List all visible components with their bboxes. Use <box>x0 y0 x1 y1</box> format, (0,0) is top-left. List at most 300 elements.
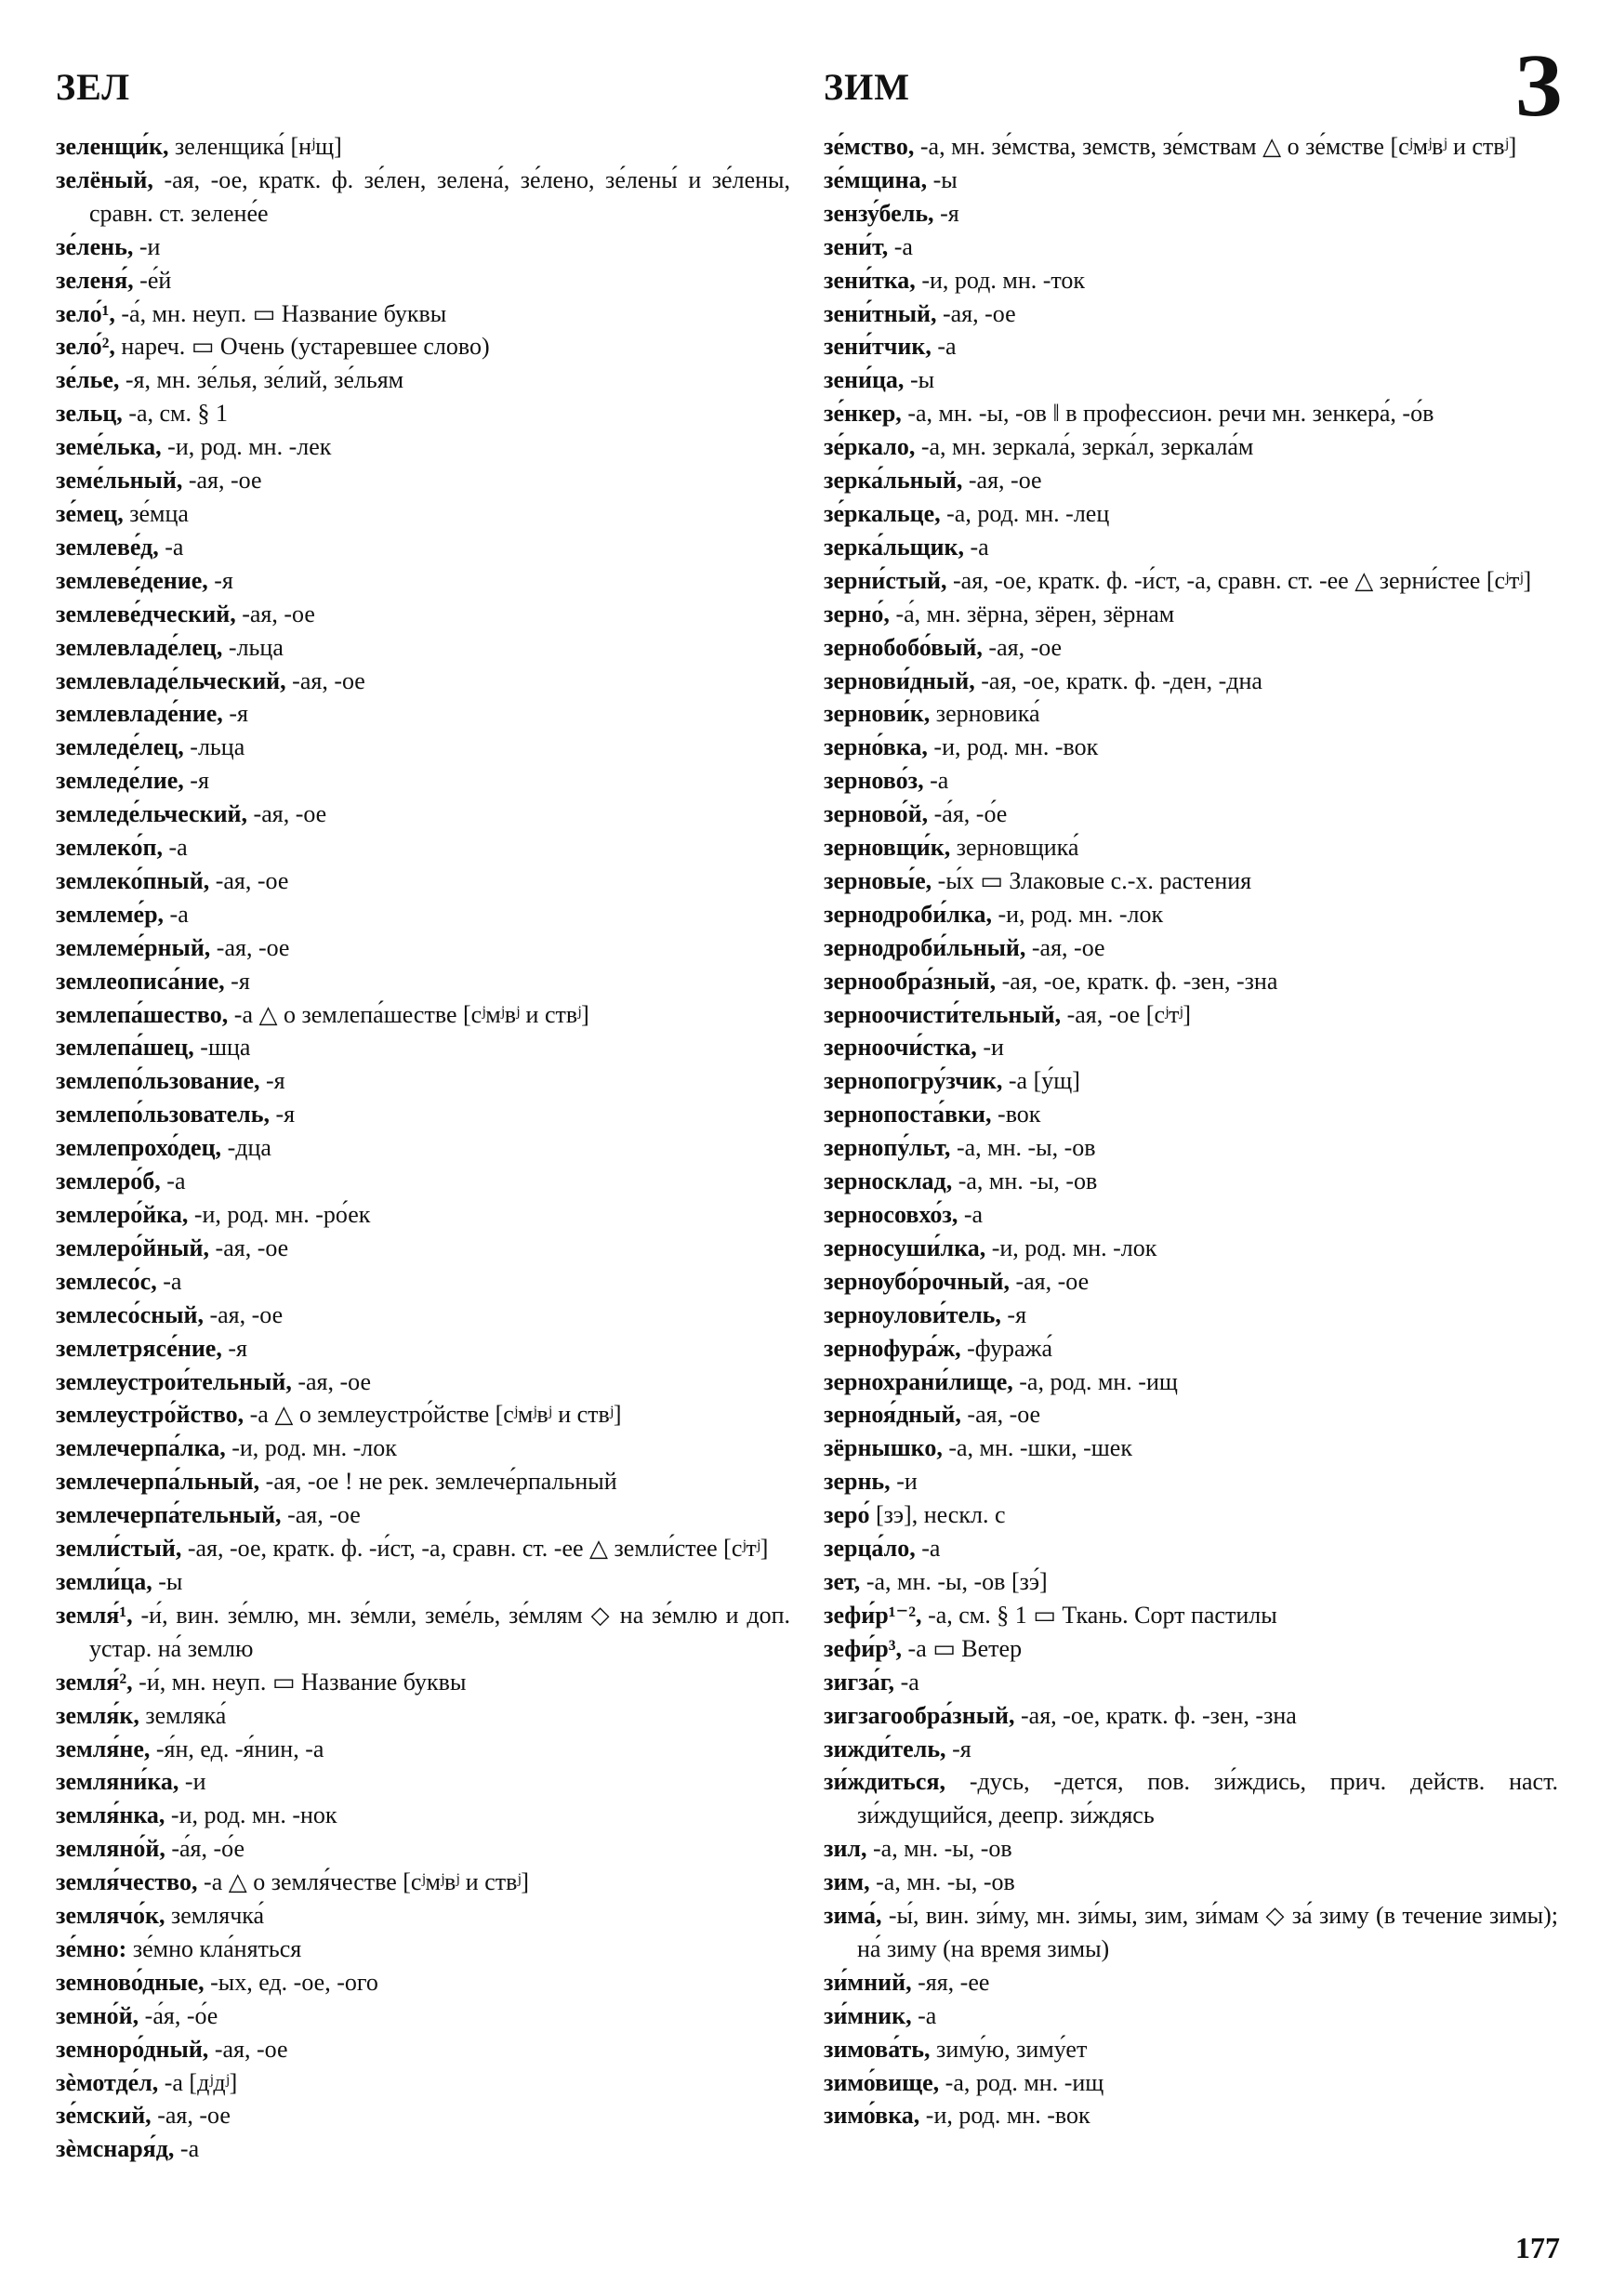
dictionary-entry <box>56 1866 790 1899</box>
entry-definition: -ая, -ое ! не рек. землече́рпальный <box>259 1468 617 1496</box>
entry-definition: [зэ], нескл. с <box>869 1501 1006 1529</box>
dictionary-entry <box>824 2033 1558 2066</box>
entry-headword: зерноочи́стка, <box>824 1034 977 1062</box>
entry-definition: -и́, мн. неуп. ▭ Название буквы <box>132 1668 467 1696</box>
entry-definition: -ая, -ое, кратк. ф. -зен, -зна <box>1014 1701 1297 1729</box>
entry-headword: зени́тка, <box>824 266 916 294</box>
entry-definition: -ая, -ое <box>151 2102 231 2130</box>
dictionary-entry <box>56 297 790 331</box>
entry-headword: землесо́сный, <box>56 1300 204 1328</box>
dictionary-entry <box>824 2099 1558 2132</box>
entry-headword: зерни́стый, <box>824 566 947 594</box>
entry-headword: земледе́лие, <box>56 767 184 795</box>
dictionary-entry <box>824 1899 1558 1966</box>
entry-headword: зерноубо́рочный, <box>824 1267 1010 1295</box>
entry-definition: зиму́ю, зиму́ет <box>930 2035 1088 2063</box>
entry-headword: зернодроби́льный, <box>824 933 1026 961</box>
entry-headword: зернодроби́лка, <box>824 900 992 928</box>
dictionary-entry <box>824 1666 1558 1699</box>
entry-definition: -я <box>221 1334 247 1362</box>
dictionary-entry <box>56 464 790 497</box>
left-running-head: ЗЕЛ <box>56 66 131 108</box>
dictionary-entry <box>56 665 790 698</box>
entry-definition: -ая, -ое, кратк. ф. -ден, -дна <box>974 666 1262 694</box>
entry-definition: земляка́ <box>139 1701 227 1729</box>
entry-definition: -а <box>911 2001 937 2029</box>
entry-definition: зе́мца <box>123 499 189 527</box>
entry-definition: зеленщика́ [нʲщ] <box>168 133 342 160</box>
entry-definition: -а <box>964 533 989 561</box>
entry-headword: землеме́рный, <box>56 933 211 961</box>
dictionary-entry <box>56 430 790 464</box>
entry-definition: -а △ о землепа́шестве [сʲмʲвʲ и ствʲ] <box>228 1000 589 1028</box>
dictionary-entry <box>56 1465 790 1498</box>
entry-definition: -а, см. § 1 <box>122 400 229 428</box>
dictionary-entry <box>824 665 1558 698</box>
left-column <box>56 130 790 2166</box>
entry-headword: землевладе́ние, <box>56 700 223 728</box>
dictionary-entry <box>824 1866 1558 1899</box>
entry-definition: -ая, -ое <box>936 299 1016 327</box>
entry-definition: -я <box>222 700 248 728</box>
dictionary-entry <box>56 164 790 231</box>
entry-headword: зерновы́е, <box>824 866 932 894</box>
entry-definition: -а́я, -о́е <box>165 1835 244 1863</box>
dictionary-entry <box>56 1398 790 1432</box>
entry-headword: земново́дные, <box>56 1968 205 1996</box>
entry-headword: земля́не, <box>56 1735 151 1762</box>
dictionary-entry <box>824 1599 1558 1632</box>
dictionary-entry <box>824 1165 1558 1198</box>
entry-headword: зернопогру́зчик, <box>824 1067 1003 1095</box>
entry-headword: зерноя́дный, <box>824 1401 961 1429</box>
entry-headword: земе́лька, <box>56 433 162 461</box>
dictionary-entry <box>824 764 1558 798</box>
entry-definition: -а <box>164 900 189 928</box>
entry-headword: землечерпа́тельный, <box>56 1501 282 1529</box>
dictionary-entry <box>824 231 1558 264</box>
entry-definition: -и, род. мн. -ток <box>915 266 1086 294</box>
entry-definition: -и <box>133 232 161 260</box>
entry-headword: зени́ца, <box>824 366 905 394</box>
dictionary-entry <box>824 363 1558 397</box>
entry-definition: -ая, -ое <box>203 1300 284 1328</box>
dictionary-entry <box>824 564 1558 598</box>
dictionary-entry <box>824 1198 1558 1232</box>
dictionary-entry <box>56 564 790 598</box>
entry-headword: землеме́р, <box>56 900 165 928</box>
dictionary-entry <box>824 998 1558 1032</box>
dictionary-entry <box>824 598 1558 631</box>
dictionary-entry <box>824 898 1558 931</box>
dictionary-entry <box>56 1332 790 1366</box>
entry-headword: зерка́льный, <box>824 467 963 495</box>
dictionary-entry <box>824 1999 1558 2033</box>
entry-headword: земли́ца, <box>56 1567 152 1595</box>
dictionary-entry <box>56 631 790 665</box>
entry-definition: -а <box>160 1168 186 1195</box>
dictionary-entry <box>824 1366 1558 1399</box>
entry-headword: землечерпа́льный, <box>56 1468 260 1496</box>
dictionary-entry <box>56 931 790 965</box>
entry-definition: -а, мн. -ы, -ов <box>952 1168 1098 1195</box>
entry-headword: земля́¹, <box>56 1601 133 1629</box>
dictionary-entry <box>824 731 1558 764</box>
entry-headword: землевладе́лец, <box>56 633 223 661</box>
entry-definition: -ы <box>927 165 958 193</box>
entry-headword: зени́тный, <box>824 299 937 327</box>
entry-definition: -и, род. мн. -лок <box>991 900 1164 928</box>
dictionary-entry <box>56 1699 790 1733</box>
entry-definition: -я, мн. зе́лья, зе́лий, зе́льям <box>119 366 404 394</box>
entry-headword: зи́мний, <box>824 1968 912 1996</box>
dictionary-entry <box>56 1532 790 1565</box>
dictionary-entry <box>824 2066 1558 2100</box>
dictionary-entry <box>56 1832 790 1866</box>
dictionary-entry <box>56 598 790 631</box>
entry-headword: землесо́с, <box>56 1267 157 1295</box>
entry-headword: зе́мский, <box>56 2102 152 2130</box>
dictionary-entry <box>824 1299 1558 1332</box>
dictionary-entry <box>56 1299 790 1332</box>
entry-headword: зеро́ <box>824 1501 870 1529</box>
entry-headword: зефи́р¹⁻², <box>824 1601 922 1629</box>
entry-definition: -ая, -ое <box>209 866 289 894</box>
entry-headword: землепо́льзование, <box>56 1067 260 1095</box>
entry-definition: -а [у́щ] <box>1002 1067 1080 1095</box>
dictionary-entry <box>56 965 790 998</box>
right-column <box>824 130 1558 2132</box>
dictionary-entry <box>56 798 790 831</box>
entry-headword: землеко́п, <box>56 834 163 862</box>
entry-definition: -а, мн. -ы, -ов [зэ́] <box>860 1567 1048 1595</box>
dictionary-entry <box>56 2132 790 2166</box>
entry-definition: -и, род. мн. -лок <box>985 1234 1157 1261</box>
entry-headword: зерноулови́тель, <box>824 1300 1001 1328</box>
entry-definition: -а [дʲдʲ] <box>158 2068 238 2096</box>
dictionary-entry <box>56 2033 790 2066</box>
entry-headword: землеко́пный, <box>56 866 210 894</box>
entry-headword: земледе́лец, <box>56 733 184 761</box>
entry-definition: -а △ о землеустро́йстве [сʲмʲвʲ и ствʲ] <box>244 1401 622 1429</box>
dictionary-entry <box>824 1498 1558 1532</box>
entry-definition: зерновщика́ <box>950 834 1079 862</box>
entry-headword: зелёный, <box>56 165 153 193</box>
dictionary-entry <box>56 998 790 1032</box>
entry-definition: -ая, -ое <box>182 467 262 495</box>
dictionary-entry <box>824 497 1558 531</box>
entry-definition: -а, мн. -ы, -ов ‖ в профессион. речи мн. зенкера́, -о́в <box>901 400 1434 428</box>
dictionary-entry <box>824 1332 1558 1366</box>
entry-headword: земляно́й, <box>56 1835 165 1863</box>
dictionary-entry <box>824 164 1558 197</box>
dictionary-entry <box>824 1098 1558 1131</box>
entry-definition: -и <box>976 1034 1004 1062</box>
entry-headword: зѐмотде́л, <box>56 2068 159 2096</box>
dictionary-entry <box>56 1432 790 1465</box>
entry-headword: земледе́льческий, <box>56 800 248 828</box>
dictionary-entry <box>56 2066 790 2100</box>
entry-definition: -я <box>207 566 233 594</box>
entry-definition: -а, род. мн. -лец <box>940 499 1110 527</box>
entry-headword: зерноочисти́тельный, <box>824 1000 1062 1028</box>
entry-definition: -я <box>259 1067 285 1095</box>
entry-definition: -ая, -ое <box>291 1367 372 1395</box>
entry-definition: -и, род. мн. -лек <box>161 433 332 461</box>
entry-headword: землечерпа́лка, <box>56 1434 226 1462</box>
dictionary-entry <box>824 397 1558 430</box>
entry-definition: -льца <box>222 633 284 661</box>
entry-definition: -ая, -ое <box>960 1401 1041 1429</box>
dictionary-entry <box>56 1565 790 1599</box>
dictionary-entry <box>824 1432 1558 1465</box>
dictionary-entry <box>824 1765 1558 1832</box>
entry-definition: -и <box>178 1768 206 1796</box>
dictionary-entry <box>56 1232 790 1265</box>
entry-headword: зим, <box>824 1868 870 1896</box>
entry-headword: земляни́ка, <box>56 1768 179 1796</box>
dictionary-entry <box>824 1632 1558 1666</box>
entry-definition: -ая, -ое <box>1009 1267 1090 1295</box>
entry-headword: землевладе́льческий, <box>56 666 286 694</box>
entry-definition: -ая, -ое, кратк. ф. -зен, -зна <box>996 967 1278 995</box>
entry-definition: -и, род. мн. -вок <box>927 733 1099 761</box>
entry-headword: зерносклад, <box>824 1168 953 1195</box>
entry-headword: зеленя́, <box>56 266 134 294</box>
dictionary-entry <box>56 1933 790 1966</box>
entry-definition: -а <box>162 834 188 862</box>
dictionary-entry <box>824 1265 1558 1299</box>
entry-definition: -а, род. мн. -ищ <box>939 2068 1104 2096</box>
entry-headword: землепрохо́дец, <box>56 1134 222 1162</box>
dictionary-entry <box>56 1098 790 1131</box>
dictionary-entry <box>56 1966 790 1999</box>
dictionary-entry <box>56 1599 790 1666</box>
dictionary-entry <box>56 531 790 564</box>
entry-definition: -вок <box>991 1101 1041 1128</box>
entry-definition: -ы <box>904 366 935 394</box>
entry-headword: землячо́к, <box>56 1902 165 1930</box>
entry-definition: -я <box>933 199 959 227</box>
dictionary-entry <box>824 197 1558 231</box>
entry-headword: зерно́вка, <box>824 733 928 761</box>
entry-headword: земля́², <box>56 1668 133 1696</box>
entry-definition: -ая, -ое <box>1025 933 1105 961</box>
entry-headword: землетрясе́ние, <box>56 1334 222 1362</box>
entry-headword: зима́, <box>824 1902 882 1930</box>
entry-definition: землячка́ <box>165 1902 265 1930</box>
dictionary-entry <box>824 1532 1558 1565</box>
entry-headword: землепа́шество, <box>56 1000 229 1028</box>
entry-headword: земно́й, <box>56 2001 139 2029</box>
entry-headword: зѐмснаря́д, <box>56 2135 175 2163</box>
entry-headword: зерново́й, <box>824 800 929 828</box>
dictionary-entry <box>824 297 1558 331</box>
entry-definition: -и, род. мн. -ро́ек <box>188 1201 371 1228</box>
entry-headword: зе́ркало, <box>824 433 916 461</box>
entry-headword: зижди́тель, <box>824 1735 946 1762</box>
entry-headword: землеве́дение, <box>56 566 208 594</box>
dictionary-entry <box>56 1131 790 1165</box>
entry-headword: зерно́, <box>824 600 890 627</box>
entry-definition: -а <box>931 333 957 361</box>
entry-headword: зерново́з, <box>824 767 924 795</box>
entry-definition: -а <box>158 533 184 561</box>
dictionary-entry <box>824 1565 1558 1599</box>
dictionary-entry <box>56 397 790 430</box>
section-letter: З <box>1514 35 1562 135</box>
entry-definition: -ая, -ое <box>247 800 327 828</box>
entry-headword: зе́мец, <box>56 499 124 527</box>
entry-definition: -ы́, вин. зи́му, мн. зи́мы, зим, зи́мам ◇ за́ зиму (в течение зимы); на́ зиму (на время зимы) <box>857 1902 1558 1962</box>
dictionary-entry <box>56 731 790 764</box>
entry-headword: зело́¹, <box>56 299 115 327</box>
dictionary-entry <box>56 1031 790 1064</box>
entry-definition: -а <box>915 1535 941 1563</box>
entry-headword: землеустро́йство, <box>56 1401 244 1429</box>
dictionary-entry <box>56 1498 790 1532</box>
entry-definition: -я <box>945 1735 971 1762</box>
dictionary-entry <box>824 931 1558 965</box>
entry-definition: -яя, -ее <box>911 1968 990 1996</box>
dictionary-entry <box>56 864 790 898</box>
entry-definition: -и, род. мн. -вок <box>919 2102 1090 2130</box>
dictionary-entry <box>824 864 1558 898</box>
entry-headword: зе́мщина, <box>824 165 928 193</box>
entry-definition: -а́я, -о́е <box>139 2001 218 2029</box>
entry-headword: зерносовхо́з, <box>824 1201 958 1228</box>
entry-definition: -а, см. § 1 ▭ Ткань. Сорт пастилы <box>921 1601 1277 1629</box>
entry-definition: -ых, ед. -ое, -ого <box>204 1968 378 1996</box>
entry-headword: зе́лье, <box>56 366 120 394</box>
entry-definition: -и <box>890 1468 918 1496</box>
dictionary-entry <box>824 1398 1558 1432</box>
entry-definition: зе́мно кла́няться <box>126 1934 302 1962</box>
entry-headword: земноро́дный, <box>56 2035 209 2063</box>
entry-headword: землеве́дческий, <box>56 600 236 627</box>
entry-definition: -ая, -ое, кратк. ф. -и́ст, -а, сравн. ст. -ее △ земли́стее [сʲтʲ] <box>181 1535 769 1563</box>
entry-headword: зигзагообра́зный, <box>824 1701 1015 1729</box>
entry-definition: -а, мн. зеркала́, зерка́л, зеркала́м <box>915 433 1254 461</box>
entry-headword: зернофура́ж, <box>824 1334 961 1362</box>
dictionary-entry <box>824 464 1558 497</box>
entry-definition: -ая, -ое <box>962 467 1042 495</box>
entry-definition: -я <box>1000 1300 1027 1328</box>
entry-headword: зи́мник, <box>824 2001 912 2029</box>
dictionary-entry <box>56 363 790 397</box>
entry-definition: -я́н, ед. -я́нин, -а <box>150 1735 324 1762</box>
dictionary-entry <box>824 1966 1558 1999</box>
entry-headword: зени́тчик, <box>824 333 932 361</box>
dictionary-entry <box>824 264 1558 297</box>
entry-definition: -я <box>183 767 209 795</box>
entry-definition: зерновика́ <box>930 700 1040 728</box>
entry-definition: -а <box>156 1267 182 1295</box>
entry-headword: зе́нкер, <box>824 400 902 428</box>
entry-definition: -а, род. мн. -ищ <box>1012 1367 1178 1395</box>
dictionary-entry <box>56 1265 790 1299</box>
dictionary-entry <box>824 798 1558 831</box>
dictionary-entry <box>56 1799 790 1832</box>
entry-headword: зи́ждиться, <box>824 1768 946 1796</box>
dictionary-entry <box>824 430 1558 464</box>
entry-definition: -а, мн. зе́мства, земств, зе́мствам △ о зе́мстве [сʲмʲвʲ и ствʲ] <box>914 133 1517 160</box>
entry-headword: земли́стый, <box>56 1535 182 1563</box>
entry-headword: зернопу́льт, <box>824 1134 951 1162</box>
entry-definition: -ы́х ▭ Злаковые с.-х. растения <box>932 866 1252 894</box>
entry-definition: -я <box>224 967 250 995</box>
dictionary-entry <box>824 965 1558 998</box>
entry-headword: землеве́д, <box>56 533 159 561</box>
entry-headword: зимова́ть, <box>824 2035 931 2063</box>
entry-headword: зернь, <box>824 1468 891 1496</box>
entry-headword: земе́льный, <box>56 467 183 495</box>
entry-headword: зефи́р³, <box>824 1634 903 1662</box>
entry-definition: -а, мн. -ы, -ов <box>866 1835 1012 1863</box>
entry-headword: землеро́йный, <box>56 1234 210 1261</box>
entry-headword: зеленщи́к, <box>56 133 169 160</box>
entry-definition: -а <box>888 232 913 260</box>
entry-headword: зело́², <box>56 333 115 361</box>
entry-headword: зёрнышко, <box>824 1434 943 1462</box>
entry-definition: -ая, -ое, кратк. ф. -и́ст, -а, сравн. ст. -ее △ зерни́стее [сʲтʲ] <box>946 566 1532 594</box>
dictionary-entry <box>56 497 790 531</box>
entry-headword: зерновщи́к, <box>824 834 951 862</box>
entry-definition: -фуража́ <box>960 1334 1052 1362</box>
entry-definition: -ы <box>152 1567 183 1595</box>
entry-headword: землеописа́ние, <box>56 967 225 995</box>
entry-headword: земля́чество, <box>56 1868 198 1896</box>
entry-headword: землепа́шец, <box>56 1034 194 1062</box>
entry-definition: -а́, мн. зёрна, зёрен, зёрнам <box>889 600 1175 627</box>
dictionary-entry <box>56 130 790 164</box>
entry-definition: -я <box>269 1101 296 1128</box>
entry-definition: -а <box>958 1201 984 1228</box>
entry-definition: -и, род. мн. -лок <box>225 1434 397 1462</box>
dictionary-entry <box>56 1366 790 1399</box>
dictionary-entry <box>56 697 790 731</box>
dictionary-entry <box>56 1165 790 1198</box>
entry-headword: зернообра́зный, <box>824 967 997 995</box>
page-number: 177 <box>1515 2231 1560 2264</box>
entry-headword: зерца́ло, <box>824 1535 916 1563</box>
dictionary-entry <box>56 231 790 264</box>
entry-definition: -и́, вин. зе́млю, мн. зе́мли, земе́ль, зе́млям ◇ на зе́млю и доп. устар. на́ землю <box>89 1601 790 1662</box>
dictionary-entry <box>824 831 1558 864</box>
entry-definition: -е́й <box>133 266 172 294</box>
dictionary-entry <box>56 831 790 864</box>
entry-headword: зе́мство, <box>824 133 915 160</box>
entry-definition: -ая, -ое <box>208 2035 288 2063</box>
entry-headword: зимо́вище, <box>824 2068 940 2096</box>
dictionary-entry <box>56 898 790 931</box>
entry-definition: -ая, -ое, кратк. ф. зе́лен, зелена́, зе́лено, зе́лены́ и зе́лены, сравн. ст. зелене́е <box>89 165 790 227</box>
dictionary-entry <box>824 1064 1558 1098</box>
dictionary-entry <box>56 1733 790 1766</box>
entry-definition: -а <box>923 767 949 795</box>
entry-headword: землепо́льзователь, <box>56 1101 270 1128</box>
entry-definition: -дусь, -дется, пов. зи́ждись, прич. действ. наст. зи́ждущийся, деепр. зи́ждясь <box>857 1768 1558 1829</box>
entry-definition: -ая, -ое <box>285 666 365 694</box>
entry-definition: -а, мн. -ы, -ов <box>869 1868 1015 1896</box>
entry-headword: зигза́г, <box>824 1668 895 1696</box>
dictionary-entry <box>824 1031 1558 1064</box>
entry-headword: зени́т, <box>824 232 889 260</box>
dictionary-entry <box>56 1666 790 1699</box>
entry-headword: зельц, <box>56 400 123 428</box>
dictionary-entry <box>56 764 790 798</box>
entry-headword: зимо́вка, <box>824 2102 920 2130</box>
